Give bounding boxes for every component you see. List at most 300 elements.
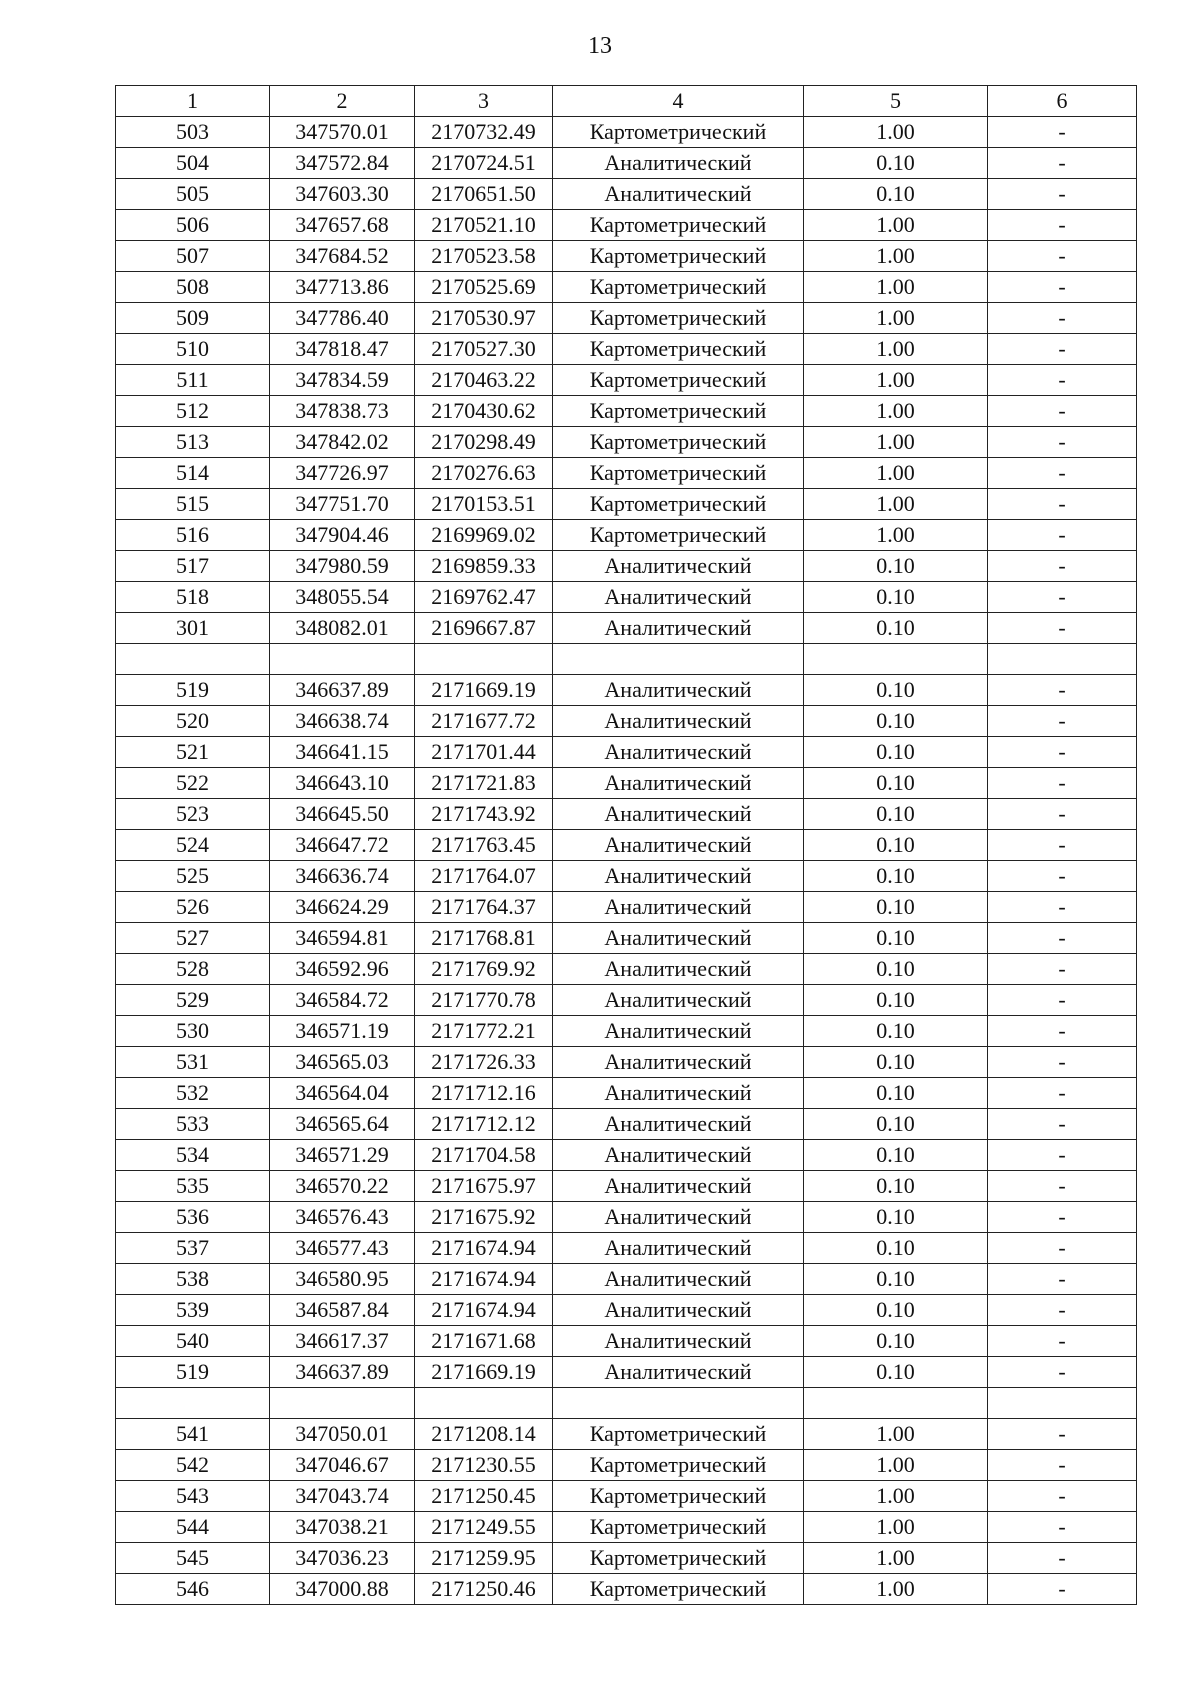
cell-accuracy: 1.00	[804, 396, 988, 427]
table-row	[116, 1233, 1137, 1264]
cell-point-number: 541	[116, 1419, 270, 1450]
table-row	[116, 1047, 1137, 1078]
cell-method: Аналитический	[553, 1233, 804, 1264]
cell-point-number: 526	[116, 892, 270, 923]
cell-point-number: 503	[116, 117, 270, 148]
table-body	[116, 117, 1137, 1605]
cell-accuracy: 0.10	[804, 706, 988, 737]
cell-note: -	[988, 1016, 1137, 1047]
cell-x-coordinate: 346571.19	[270, 1016, 415, 1047]
cell-method: Аналитический	[553, 551, 804, 582]
table-separator-row	[116, 644, 1137, 675]
cell-y-coordinate: 2171701.44	[415, 737, 553, 768]
cell-point-number	[116, 1388, 270, 1419]
cell-method: Картометрический	[553, 1481, 804, 1512]
cell-x-coordinate: 347726.97	[270, 458, 415, 489]
cell-point-number: 529	[116, 985, 270, 1016]
table-row	[116, 768, 1137, 799]
cell-y-coordinate: 2171712.12	[415, 1109, 553, 1140]
cell-accuracy: 0.10	[804, 1047, 988, 1078]
cell-note: -	[988, 1264, 1137, 1295]
cell-method: Аналитический	[553, 613, 804, 644]
cell-x-coordinate: 347050.01	[270, 1419, 415, 1450]
cell-accuracy: 0.10	[804, 892, 988, 923]
table-row	[116, 954, 1137, 985]
cell-point-number: 525	[116, 861, 270, 892]
cell-method	[553, 1388, 804, 1419]
table-row	[116, 1109, 1137, 1140]
cell-note	[988, 1388, 1137, 1419]
cell-note: -	[988, 1543, 1137, 1574]
cell-accuracy: 1.00	[804, 1543, 988, 1574]
cell-accuracy: 0.10	[804, 1233, 988, 1264]
cell-note: -	[988, 1171, 1137, 1202]
table-separator-row	[116, 1388, 1137, 1419]
cell-y-coordinate: 2171674.94	[415, 1264, 553, 1295]
cell-method: Аналитический	[553, 985, 804, 1016]
cell-note: -	[988, 830, 1137, 861]
table-row	[116, 1357, 1137, 1388]
cell-x-coordinate: 346577.43	[270, 1233, 415, 1264]
cell-point-number: 523	[116, 799, 270, 830]
header-cell-4: 4	[553, 86, 804, 117]
cell-point-number: 507	[116, 241, 270, 272]
cell-note: -	[988, 737, 1137, 768]
cell-note: -	[988, 1450, 1137, 1481]
cell-accuracy: 0.10	[804, 954, 988, 985]
cell-method: Картометрический	[553, 365, 804, 396]
cell-x-coordinate: 346636.74	[270, 861, 415, 892]
cell-method: Аналитический	[553, 1109, 804, 1140]
cell-note: -	[988, 799, 1137, 830]
cell-note: -	[988, 272, 1137, 303]
cell-y-coordinate: 2171669.19	[415, 1357, 553, 1388]
cell-point-number: 531	[116, 1047, 270, 1078]
cell-y-coordinate: 2170523.58	[415, 241, 553, 272]
cell-note: -	[988, 1326, 1137, 1357]
cell-method: Аналитический	[553, 1047, 804, 1078]
cell-method: Картометрический	[553, 427, 804, 458]
cell-method: Аналитический	[553, 706, 804, 737]
coordinates-table	[115, 85, 1137, 1605]
cell-note: -	[988, 613, 1137, 644]
cell-method: Картометрический	[553, 303, 804, 334]
cell-accuracy: 0.10	[804, 551, 988, 582]
cell-y-coordinate: 2171772.21	[415, 1016, 553, 1047]
cell-point-number: 543	[116, 1481, 270, 1512]
table-row	[116, 241, 1137, 272]
cell-y-coordinate: 2171763.45	[415, 830, 553, 861]
table-row	[116, 489, 1137, 520]
table-row	[116, 582, 1137, 613]
table-row	[116, 861, 1137, 892]
cell-y-coordinate: 2171249.55	[415, 1512, 553, 1543]
cell-note: -	[988, 179, 1137, 210]
table-row	[116, 334, 1137, 365]
cell-point-number: 540	[116, 1326, 270, 1357]
table-row	[116, 1574, 1137, 1605]
cell-accuracy: 0.10	[804, 861, 988, 892]
cell-point-number: 527	[116, 923, 270, 954]
cell-y-coordinate: 2169969.02	[415, 520, 553, 551]
cell-accuracy: 1.00	[804, 117, 988, 148]
cell-note: -	[988, 1140, 1137, 1171]
cell-y-coordinate: 2170530.97	[415, 303, 553, 334]
table-row	[116, 148, 1137, 179]
cell-accuracy: 0.10	[804, 1140, 988, 1171]
cell-method: Аналитический	[553, 1295, 804, 1326]
table-row	[116, 1140, 1137, 1171]
table-row	[116, 1512, 1137, 1543]
cell-note: -	[988, 923, 1137, 954]
cell-note: -	[988, 706, 1137, 737]
cell-y-coordinate: 2169667.87	[415, 613, 553, 644]
cell-x-coordinate: 347786.40	[270, 303, 415, 334]
table-header-row	[116, 86, 1137, 117]
cell-method: Аналитический	[553, 1078, 804, 1109]
cell-note: -	[988, 1357, 1137, 1388]
cell-x-coordinate: 347570.01	[270, 117, 415, 148]
table-row	[116, 923, 1137, 954]
cell-accuracy	[804, 644, 988, 675]
cell-y-coordinate: 2170153.51	[415, 489, 553, 520]
cell-note: -	[988, 1109, 1137, 1140]
cell-accuracy: 1.00	[804, 272, 988, 303]
cell-accuracy: 0.10	[804, 923, 988, 954]
cell-note: -	[988, 1295, 1137, 1326]
cell-x-coordinate: 346571.29	[270, 1140, 415, 1171]
cell-x-coordinate: 346624.29	[270, 892, 415, 923]
cell-x-coordinate: 346637.89	[270, 1357, 415, 1388]
cell-accuracy: 0.10	[804, 768, 988, 799]
cell-x-coordinate: 347000.88	[270, 1574, 415, 1605]
cell-point-number: 505	[116, 179, 270, 210]
cell-point-number: 537	[116, 1233, 270, 1264]
cell-x-coordinate: 346592.96	[270, 954, 415, 985]
cell-accuracy: 0.10	[804, 148, 988, 179]
cell-method: Картометрический	[553, 272, 804, 303]
cell-x-coordinate: 347038.21	[270, 1512, 415, 1543]
cell-point-number: 520	[116, 706, 270, 737]
cell-note: -	[988, 210, 1137, 241]
cell-x-coordinate: 346645.50	[270, 799, 415, 830]
cell-point-number: 511	[116, 365, 270, 396]
cell-point-number: 517	[116, 551, 270, 582]
table-row	[116, 1202, 1137, 1233]
cell-x-coordinate: 346637.89	[270, 675, 415, 706]
cell-x-coordinate: 348082.01	[270, 613, 415, 644]
table-row	[116, 427, 1137, 458]
cell-y-coordinate: 2171208.14	[415, 1419, 553, 1450]
cell-x-coordinate: 346570.22	[270, 1171, 415, 1202]
cell-point-number: 515	[116, 489, 270, 520]
cell-accuracy	[804, 1388, 988, 1419]
cell-method: Картометрический	[553, 1512, 804, 1543]
cell-accuracy: 0.10	[804, 1264, 988, 1295]
cell-x-coordinate: 346643.10	[270, 768, 415, 799]
cell-note: -	[988, 1078, 1137, 1109]
cell-point-number: 504	[116, 148, 270, 179]
cell-point-number: 533	[116, 1109, 270, 1140]
header-cell-2: 2	[270, 86, 415, 117]
cell-y-coordinate: 2171674.94	[415, 1295, 553, 1326]
cell-x-coordinate: 347684.52	[270, 241, 415, 272]
cell-y-coordinate: 2170525.69	[415, 272, 553, 303]
page-number: 13	[588, 33, 612, 59]
cell-y-coordinate: 2171770.78	[415, 985, 553, 1016]
cell-method: Аналитический	[553, 1357, 804, 1388]
cell-x-coordinate: 346580.95	[270, 1264, 415, 1295]
cell-method: Картометрический	[553, 520, 804, 551]
table-row	[116, 1419, 1137, 1450]
cell-note: -	[988, 489, 1137, 520]
cell-accuracy: 1.00	[804, 334, 988, 365]
cell-accuracy: 1.00	[804, 458, 988, 489]
cell-x-coordinate	[270, 644, 415, 675]
cell-x-coordinate: 347904.46	[270, 520, 415, 551]
table-row	[116, 520, 1137, 551]
cell-x-coordinate: 347713.86	[270, 272, 415, 303]
cell-x-coordinate: 347980.59	[270, 551, 415, 582]
cell-accuracy: 1.00	[804, 1574, 988, 1605]
cell-note: -	[988, 1481, 1137, 1512]
cell-y-coordinate: 2171675.92	[415, 1202, 553, 1233]
cell-y-coordinate: 2171671.68	[415, 1326, 553, 1357]
table-row	[116, 1543, 1137, 1574]
cell-accuracy: 0.10	[804, 675, 988, 706]
cell-accuracy: 1.00	[804, 365, 988, 396]
cell-y-coordinate: 2171677.72	[415, 706, 553, 737]
cell-note: -	[988, 458, 1137, 489]
cell-note: -	[988, 954, 1137, 985]
cell-method: Аналитический	[553, 582, 804, 613]
cell-note: -	[988, 117, 1137, 148]
table-row	[116, 1326, 1137, 1357]
cell-method: Аналитический	[553, 1326, 804, 1357]
header-cell-5: 5	[804, 86, 988, 117]
cell-accuracy: 0.10	[804, 830, 988, 861]
cell-point-number: 519	[116, 675, 270, 706]
cell-note: -	[988, 148, 1137, 179]
cell-x-coordinate: 346587.84	[270, 1295, 415, 1326]
cell-y-coordinate: 2170430.62	[415, 396, 553, 427]
cell-y-coordinate	[415, 1388, 553, 1419]
table-row	[116, 1078, 1137, 1109]
table-row	[116, 1171, 1137, 1202]
cell-method: Картометрический	[553, 1419, 804, 1450]
cell-accuracy: 1.00	[804, 210, 988, 241]
cell-note: -	[988, 1047, 1137, 1078]
cell-point-number: 512	[116, 396, 270, 427]
cell-y-coordinate: 2171764.07	[415, 861, 553, 892]
table-row	[116, 396, 1137, 427]
cell-method: Аналитический	[553, 892, 804, 923]
cell-point-number: 524	[116, 830, 270, 861]
header-cell-6: 6	[988, 86, 1137, 117]
cell-y-coordinate: 2171764.37	[415, 892, 553, 923]
cell-accuracy: 1.00	[804, 1481, 988, 1512]
cell-note: -	[988, 241, 1137, 272]
cell-point-number: 532	[116, 1078, 270, 1109]
cell-x-coordinate: 346565.64	[270, 1109, 415, 1140]
cell-method: Аналитический	[553, 1202, 804, 1233]
cell-point-number: 535	[116, 1171, 270, 1202]
cell-note: -	[988, 1419, 1137, 1450]
cell-method: Картометрический	[553, 334, 804, 365]
cell-method: Аналитический	[553, 737, 804, 768]
table-row	[116, 179, 1137, 210]
cell-point-number: 509	[116, 303, 270, 334]
cell-y-coordinate: 2170521.10	[415, 210, 553, 241]
cell-x-coordinate	[270, 1388, 415, 1419]
cell-method: Аналитический	[553, 768, 804, 799]
cell-method: Аналитический	[553, 799, 804, 830]
cell-point-number: 508	[116, 272, 270, 303]
cell-accuracy: 1.00	[804, 489, 988, 520]
cell-note	[988, 644, 1137, 675]
cell-x-coordinate: 346594.81	[270, 923, 415, 954]
cell-note: -	[988, 1574, 1137, 1605]
cell-note: -	[988, 892, 1137, 923]
cell-y-coordinate: 2171726.33	[415, 1047, 553, 1078]
cell-y-coordinate: 2170732.49	[415, 117, 553, 148]
cell-y-coordinate: 2171721.83	[415, 768, 553, 799]
cell-x-coordinate: 346564.04	[270, 1078, 415, 1109]
cell-method: Картометрический	[553, 489, 804, 520]
table-row	[116, 210, 1137, 241]
table-row	[116, 737, 1137, 768]
cell-x-coordinate: 347838.73	[270, 396, 415, 427]
cell-accuracy: 0.10	[804, 737, 988, 768]
cell-note: -	[988, 334, 1137, 365]
cell-y-coordinate: 2171230.55	[415, 1450, 553, 1481]
table-row	[116, 1016, 1137, 1047]
cell-point-number: 521	[116, 737, 270, 768]
cell-accuracy: 1.00	[804, 1450, 988, 1481]
cell-accuracy: 0.10	[804, 1326, 988, 1357]
table-row	[116, 799, 1137, 830]
cell-accuracy: 1.00	[804, 427, 988, 458]
cell-accuracy: 0.10	[804, 1202, 988, 1233]
table-row	[116, 892, 1137, 923]
cell-note: -	[988, 303, 1137, 334]
cell-method: Аналитический	[553, 148, 804, 179]
cell-note: -	[988, 582, 1137, 613]
cell-method: Картометрический	[553, 1574, 804, 1605]
cell-note: -	[988, 427, 1137, 458]
cell-accuracy: 0.10	[804, 1357, 988, 1388]
cell-x-coordinate: 347046.67	[270, 1450, 415, 1481]
table-row	[116, 613, 1137, 644]
cell-method: Аналитический	[553, 1140, 804, 1171]
cell-point-number: 301	[116, 613, 270, 644]
cell-point-number: 542	[116, 1450, 270, 1481]
cell-note: -	[988, 675, 1137, 706]
table-row	[116, 706, 1137, 737]
cell-y-coordinate: 2171704.58	[415, 1140, 553, 1171]
cell-y-coordinate: 2170651.50	[415, 179, 553, 210]
cell-note: -	[988, 551, 1137, 582]
cell-method: Картометрический	[553, 210, 804, 241]
table-row	[116, 1450, 1137, 1481]
cell-point-number: 538	[116, 1264, 270, 1295]
cell-x-coordinate: 346584.72	[270, 985, 415, 1016]
cell-x-coordinate: 346647.72	[270, 830, 415, 861]
header-cell-1: 1	[116, 86, 270, 117]
table-row	[116, 458, 1137, 489]
cell-point-number: 522	[116, 768, 270, 799]
cell-y-coordinate: 2170298.49	[415, 427, 553, 458]
cell-note: -	[988, 768, 1137, 799]
cell-point-number: 539	[116, 1295, 270, 1326]
cell-x-coordinate: 347036.23	[270, 1543, 415, 1574]
cell-accuracy: 0.10	[804, 1295, 988, 1326]
cell-point-number: 536	[116, 1202, 270, 1233]
cell-method: Аналитический	[553, 1016, 804, 1047]
table-row	[116, 1264, 1137, 1295]
cell-y-coordinate: 2171675.97	[415, 1171, 553, 1202]
cell-x-coordinate: 347751.70	[270, 489, 415, 520]
cell-y-coordinate: 2169762.47	[415, 582, 553, 613]
cell-y-coordinate: 2171259.95	[415, 1543, 553, 1574]
cell-x-coordinate: 347043.74	[270, 1481, 415, 1512]
cell-x-coordinate: 348055.54	[270, 582, 415, 613]
table-row	[116, 675, 1137, 706]
cell-y-coordinate: 2171669.19	[415, 675, 553, 706]
cell-method: Аналитический	[553, 1171, 804, 1202]
cell-accuracy: 1.00	[804, 520, 988, 551]
cell-x-coordinate: 347818.47	[270, 334, 415, 365]
cell-note: -	[988, 1202, 1137, 1233]
cell-method: Картометрический	[553, 458, 804, 489]
cell-point-number: 510	[116, 334, 270, 365]
cell-y-coordinate: 2170463.22	[415, 365, 553, 396]
cell-x-coordinate: 347572.84	[270, 148, 415, 179]
cell-y-coordinate	[415, 644, 553, 675]
cell-note: -	[988, 985, 1137, 1016]
table-row	[116, 365, 1137, 396]
table-row	[116, 1295, 1137, 1326]
cell-point-number: 518	[116, 582, 270, 613]
cell-note: -	[988, 396, 1137, 427]
cell-method	[553, 644, 804, 675]
cell-method: Аналитический	[553, 675, 804, 706]
table-row	[116, 272, 1137, 303]
cell-accuracy: 0.10	[804, 582, 988, 613]
table-row	[116, 830, 1137, 861]
cell-accuracy: 1.00	[804, 241, 988, 272]
cell-method: Картометрический	[553, 117, 804, 148]
cell-point-number: 516	[116, 520, 270, 551]
cell-note: -	[988, 1233, 1137, 1264]
cell-point-number: 530	[116, 1016, 270, 1047]
cell-y-coordinate: 2170276.63	[415, 458, 553, 489]
cell-y-coordinate: 2171743.92	[415, 799, 553, 830]
cell-accuracy: 1.00	[804, 303, 988, 334]
cell-accuracy: 1.00	[804, 1512, 988, 1543]
cell-method: Аналитический	[553, 923, 804, 954]
cell-y-coordinate: 2171674.94	[415, 1233, 553, 1264]
cell-note: -	[988, 365, 1137, 396]
cell-point-number: 519	[116, 1357, 270, 1388]
cell-point-number: 544	[116, 1512, 270, 1543]
cell-x-coordinate: 346641.15	[270, 737, 415, 768]
cell-method: Картометрический	[553, 1543, 804, 1574]
cell-y-coordinate: 2171768.81	[415, 923, 553, 954]
table-row	[116, 1481, 1137, 1512]
cell-point-number	[116, 644, 270, 675]
cell-x-coordinate: 346617.37	[270, 1326, 415, 1357]
